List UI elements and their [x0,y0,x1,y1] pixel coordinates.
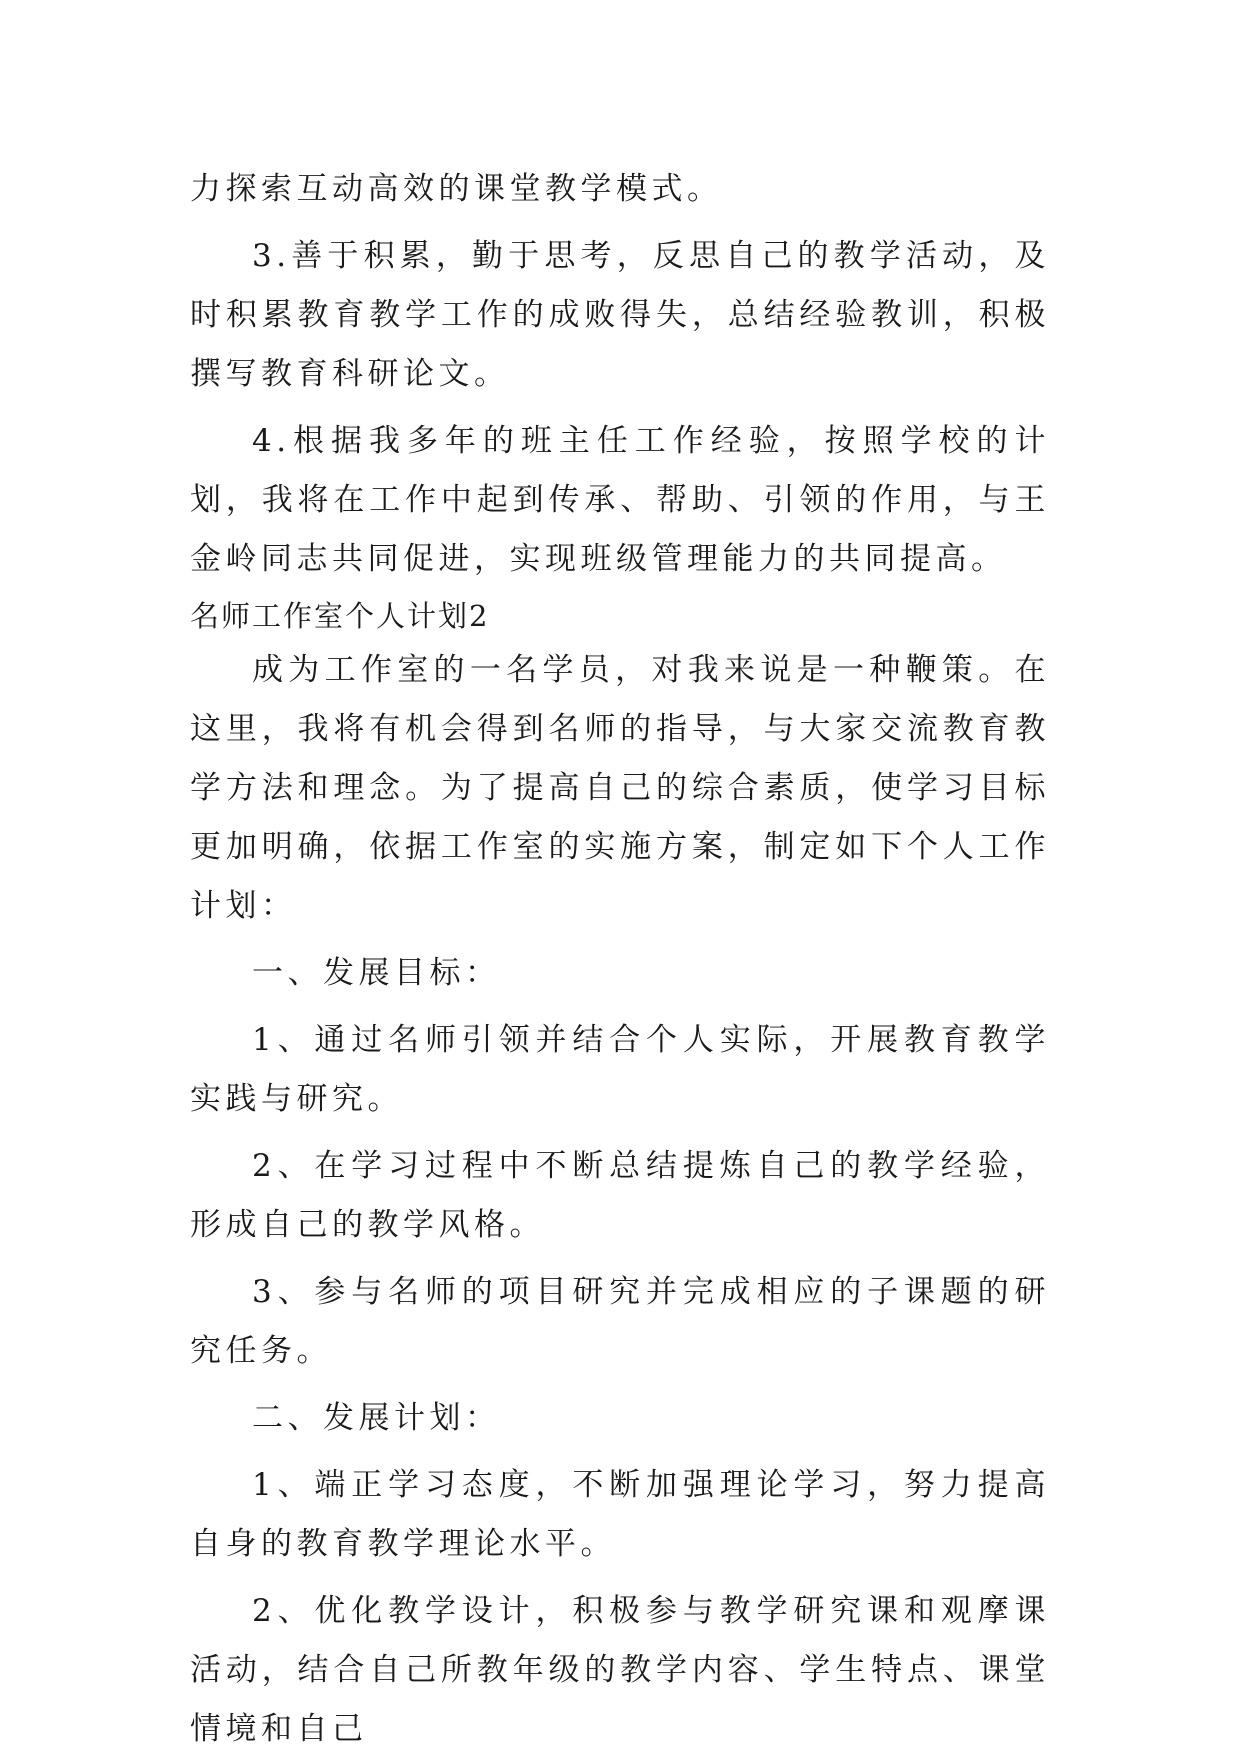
goal-item-2: 2、在学习过程中不断总结提炼自己的教学经验，形成自己的教学风格。 [190,1148,1050,1243]
plan-item-2: 2、优化教学设计，积极参与教学研究课和观摩课活动，结合自己所教年级的教学内容、学生特点、课堂情境和自己 [190,1593,1050,1747]
goal-item-3: 3、参与名师的项目研究并完成相应的子课题的研究任务。 [190,1274,1050,1369]
paragraph-item-3: 3.善于积累，勤于思考，反思自己的教学活动，及时积累教育教学工作的成败得失，总结经验教训，积极撰写教育科研论文。 [190,238,1050,392]
goal-item-1: 1、通过名师引领并结合个人实际，开展教育教学实践与研究。 [190,1022,1050,1117]
paragraph-continuation: 力探索互动高效的课堂教学模式。 [190,171,723,207]
subheading-plan: 二、发展计划： [252,1400,501,1436]
subheading-goals: 一、发展目标： [252,955,501,991]
document-body [190,160,1050,1759]
paragraph-item-4: 4.根据我多年的班主任工作经验，按照学校的计划，我将在工作中起到传承、帮助、引领的作用，与王金岭同志共同促进，实现班级管理能力的共同提高。 [190,423,1050,577]
paragraph-intro: 成为工作室的一名学员，对我来说是一种鞭策。在这里，我将有机会得到名师的指导，与大家交流教育教学方法和理念。为了提高自己的综合素质，使学习目标更加明确，依据工作室的实施方案，制定如下个人工作计划： [190,652,1050,924]
plan-item-1: 1、端正学习态度，不断加强理论学习，努力提高自身的教育教学理论水平。 [190,1467,1050,1562]
section-heading: 名师工作室个人计划2 [190,599,490,633]
